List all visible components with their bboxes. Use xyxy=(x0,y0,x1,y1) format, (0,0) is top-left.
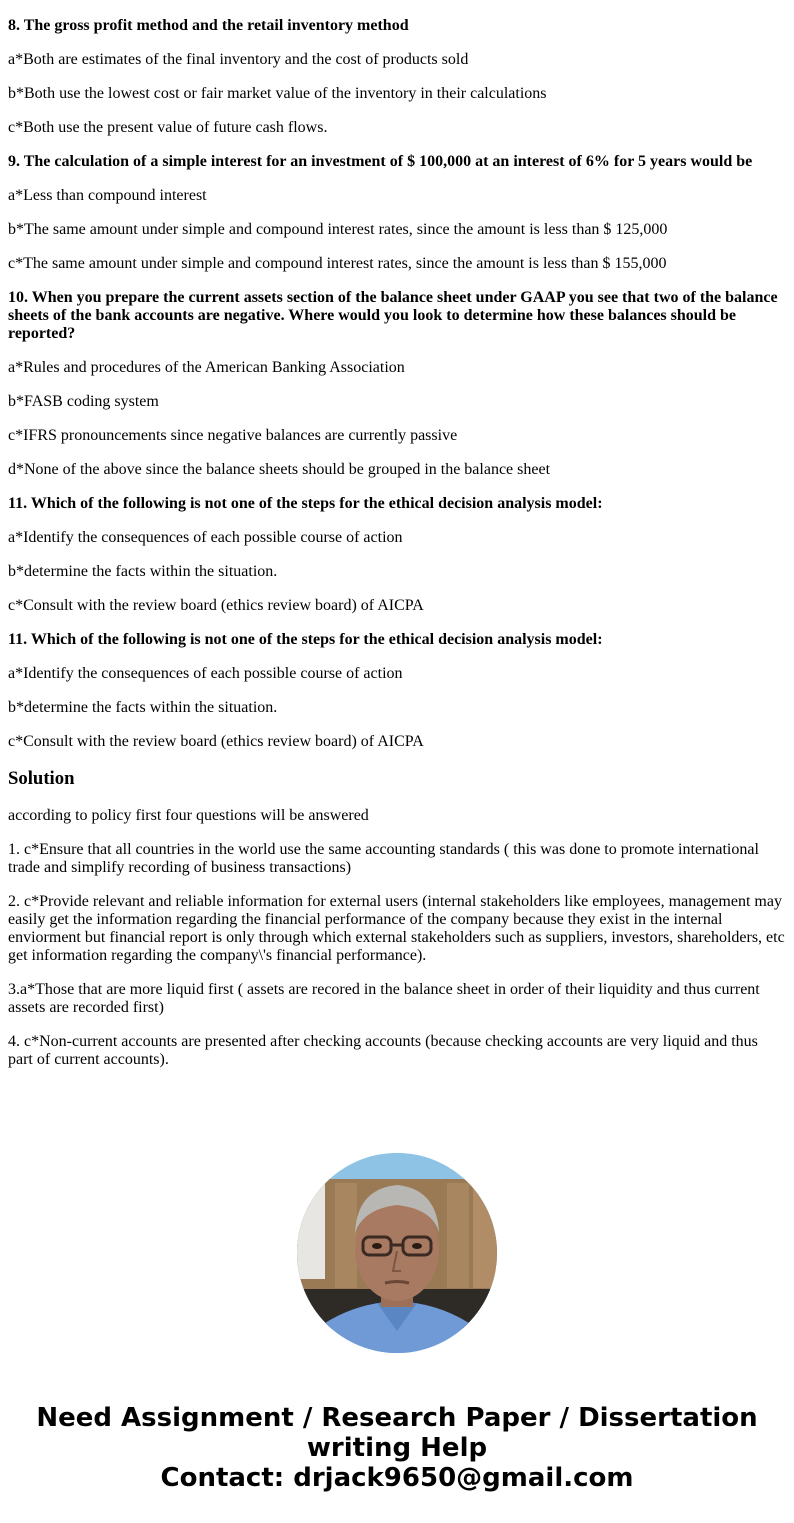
solution-answer-4: 4. c*Non-current accounts are presented after checking accounts (because checking accounts are very liquid and thus part of current accounts). xyxy=(8,1033,758,1068)
question-10-option-a: a*Rules and procedures of the American Banking Association xyxy=(8,359,405,376)
question-10-option-b: b*FASB coding system xyxy=(8,393,159,410)
promo-line-2: writing Help xyxy=(306,1433,488,1463)
avatar xyxy=(297,1153,497,1353)
solution-answer-3: 3.a*Those that are more liquid first ( assets are recored in the balance sheet in order of their liquidity and thus current assets are recorded first) xyxy=(8,981,760,1016)
question-10-title: 10. When you prepare the current assets section of the balance sheet under GAAP you see that two of the balance sheets of the bank accounts are negative. Where would you look to determine how these balances should be reported? xyxy=(8,289,778,342)
question-11-repeat-title: 11. Which of the following is not one of the steps for the ethical decision analysis model: xyxy=(8,631,603,648)
question-8-option-b: b*Both use the lowest cost or fair market value of the inventory in their calculations xyxy=(8,85,547,102)
question-8-title: 8. The gross profit method and the retail inventory method xyxy=(8,17,409,34)
promo-contact: Contact: drjack9650@gmail.com xyxy=(160,1463,634,1493)
question-9-option-c: c*The same amount under simple and compound interest rates, since the amount is less than $ 155,000 xyxy=(8,255,667,272)
tutor-portrait-icon xyxy=(297,1153,497,1353)
question-9-option-b: b*The same amount under simple and compound interest rates, since the amount is less than $ 125,000 xyxy=(8,221,668,238)
question-8-option-c: c*Both use the present value of future cash flows. xyxy=(8,119,328,136)
question-11-option-b: b*determine the facts within the situation. xyxy=(8,563,278,580)
question-11-title: 11. Which of the following is not one of the steps for the ethical decision analysis model: xyxy=(8,495,603,512)
question-11-repeat-option-b: b*determine the facts within the situation. xyxy=(8,699,278,716)
question-10-option-c: c*IFRS pronouncements since negative balances are currently passive xyxy=(8,427,458,444)
question-11-repeat-option-c: c*Consult with the review board (ethics review board) of AICPA xyxy=(8,733,424,750)
question-8-option-a: a*Both are estimates of the final inventory and the cost of products sold xyxy=(8,51,469,68)
question-11-option-a: a*Identify the consequences of each possible course of action xyxy=(8,529,403,546)
promo-line-1: Need Assignment / Research Paper / Dissertation xyxy=(36,1403,758,1433)
solution-heading: Solution xyxy=(8,768,75,789)
promo-banner xyxy=(0,1403,794,1493)
question-11-option-c: c*Consult with the review board (ethics review board) of AICPA xyxy=(8,597,424,614)
question-9-title: 9. The calculation of a simple interest for an investment of $ 100,000 at an interest of 6% for 5 years would be xyxy=(8,153,753,170)
question-10-option-d: d*None of the above since the balance sheets should be grouped in the balance sheet xyxy=(8,461,551,478)
question-11-repeat-option-a: a*Identify the consequences of each possible course of action xyxy=(8,665,403,682)
solution-answer-2: 2. c*Provide relevant and reliable information for external users (internal stakeholders like employees, management may easily get the information regarding the financial performance of the company because they exist in the internal enviorment but financial report is only through which external stakeholders such as suppliers, investors, shareholders, etc get information regarding the company\'s financial performance). xyxy=(8,893,785,964)
question-9-option-a: a*Less than compound interest xyxy=(8,187,207,204)
solution-intro: according to policy first four questions will be answered xyxy=(8,807,369,824)
solution-answer-1: 1. c*Ensure that all countries in the world use the same accounting standards ( this was done to promote international trade and simplify recording of business transactions) xyxy=(8,841,759,876)
document-body xyxy=(8,0,786,1069)
